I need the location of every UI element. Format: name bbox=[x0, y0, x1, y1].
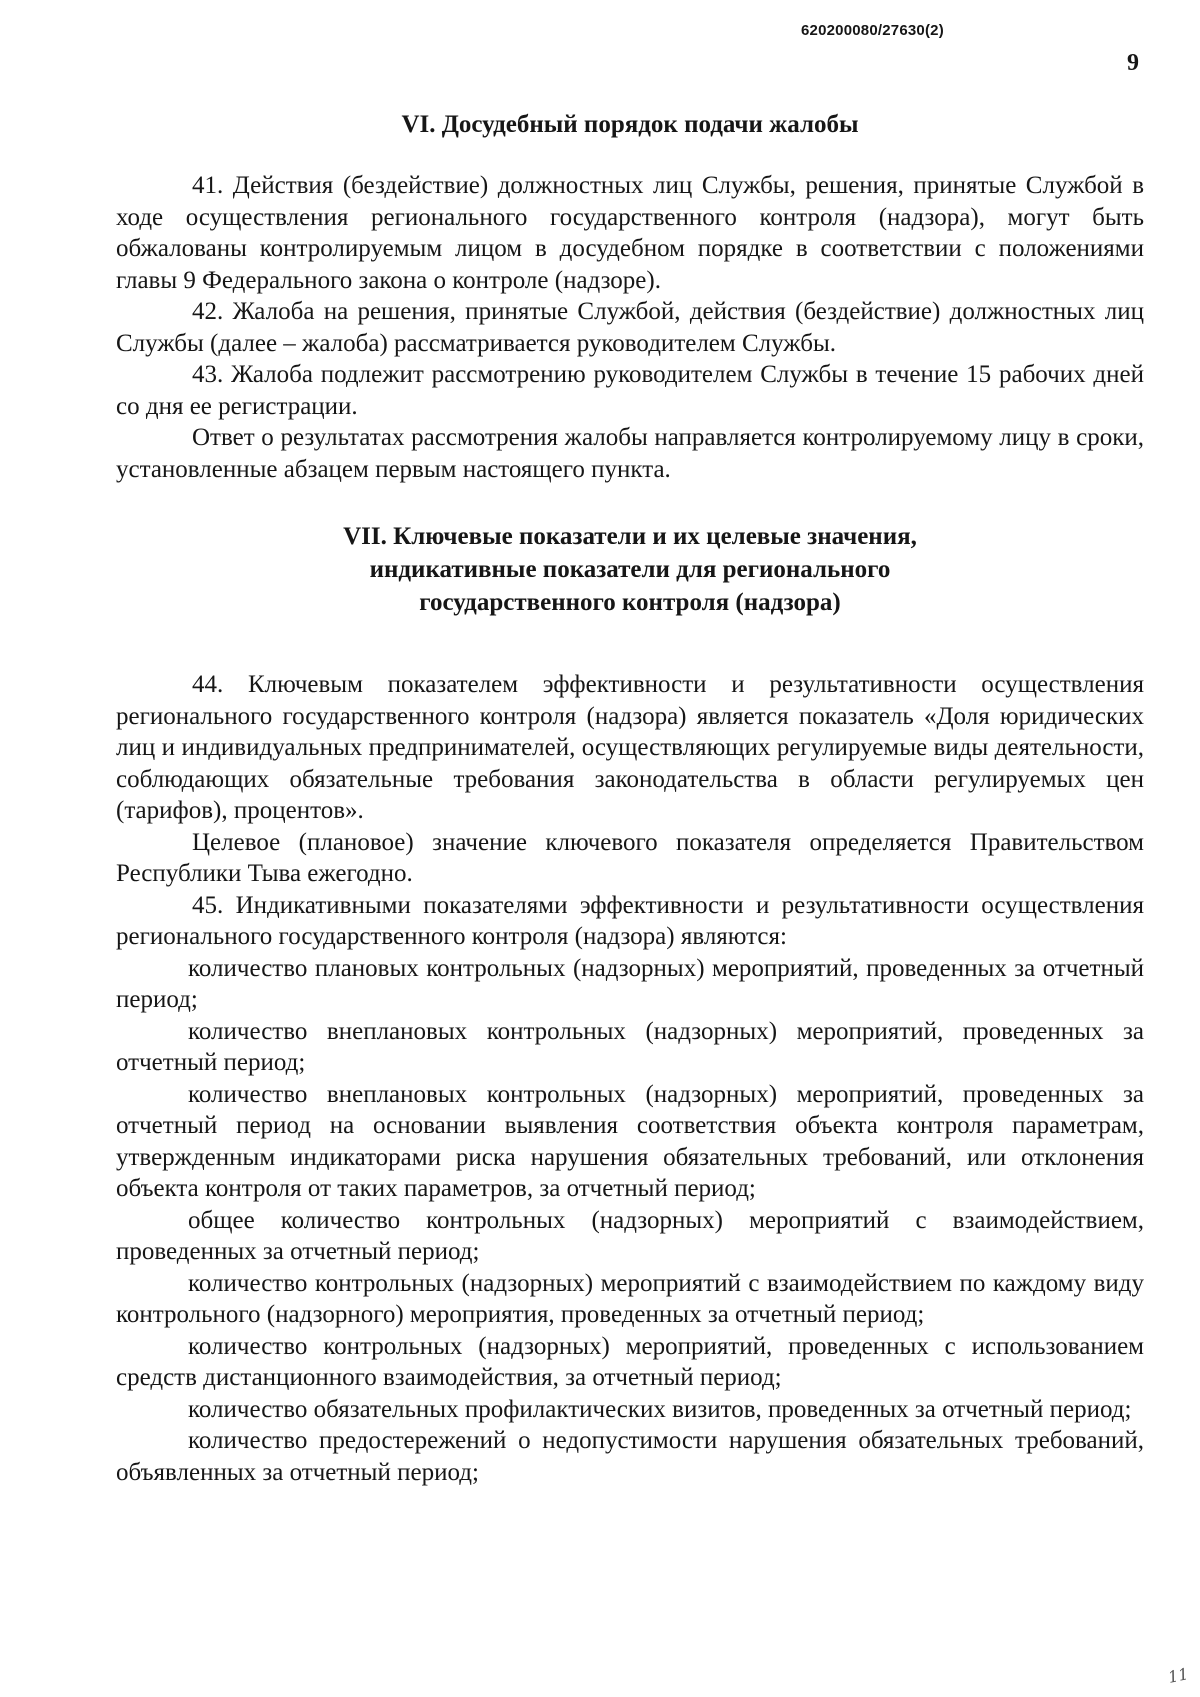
indicator-item: общее количество контрольных (надзорных) мероприятий с взаимодействием, проведенных за отчетный период; bbox=[116, 1206, 1144, 1265]
indicator-item: количество предостережений о недопустимости нарушения обязательных требований, объявленных за отчетный период; bbox=[116, 1427, 1144, 1486]
paragraph-44: 44. Ключевым показателем эффективности и результативности осуществления регионального государственного контроля (надзора) является показатель «Доля юридических лиц и индивидуальных предпринимателей, осуществляющих регулируемые виды деятельности, соблюдающих обязательные требования законодательства в области регулируемых цен (тарифов), процентов». bbox=[116, 671, 1144, 824]
section-6-heading: VI. Досудебный порядок подачи жалобы bbox=[401, 111, 859, 138]
paragraph-43: 43. Жалоба подлежит рассмотрению руководителем Службы в течение 15 рабочих дней со дня ее регистрации. bbox=[116, 361, 1144, 420]
indicator-item: количество контрольных (надзорных) мероприятий с взаимодействием по каждому виду контрольного (надзорного) мероприятия, проведенных за отчетный период; bbox=[116, 1269, 1144, 1328]
paragraph-44-target: Целевое (плановое) значение ключевого показателя определяется Правительством Республики Тыва ежегодно. bbox=[116, 828, 1144, 887]
section-7-heading-line: VII. Ключевые показатели и их целевые значения, bbox=[343, 523, 917, 550]
paragraph-45: 45. Индикативными показателями эффективности и результативности осуществления регионального государственного контроля (надзора) являются: bbox=[116, 891, 1144, 950]
indicator-item: количество внеплановых контрольных (надзорных) мероприятий, проведенных за отчетный период; bbox=[116, 1017, 1144, 1076]
paragraph-41: 41. Действия (бездействие) должностных лиц Службы, решения, принятые Службой в ходе осуществления регионального государственного контроля (надзора), могут быть обжалованы контролируемым лицом в досудебном порядке в соответствии с положениями главы 9 Федерального закона о контроле (надзоре). bbox=[116, 172, 1144, 294]
page-number: 9 bbox=[1127, 50, 1139, 76]
indicator-item: количество обязательных профилактических визитов, проведенных за отчетный период; bbox=[188, 1395, 1132, 1423]
paragraph-43-answer: Ответ о результатах рассмотрения жалобы направляется контролируемому лицу в сроки, установленные абзацем первым настоящего пункта. bbox=[116, 424, 1144, 483]
indicator-item: количество контрольных (надзорных) мероприятий, проведенных с использованием средств дистанционного взаимодействия, за отчетный период; bbox=[116, 1332, 1144, 1391]
document-body bbox=[116, 108, 1144, 1488]
paragraph-42: 42. Жалоба на решения, принятые Службой, действия (бездействие) должностных лиц Службы (далее – жалоба) рассматривается руководителем Службы. bbox=[116, 298, 1144, 357]
indicator-item: количество плановых контрольных (надзорных) мероприятий, проведенных за отчетный период; bbox=[116, 954, 1144, 1013]
indicator-item: количество внеплановых контрольных (надзорных) мероприятий, проведенных за отчетный период на основании выявления соответствия объекта контроля параметрам, утвержденным индикаторами риска нарушения обязательных требований, или отклонения объекта контроля от таких параметров, за отчетный период; bbox=[116, 1080, 1144, 1202]
document-id: 620200080/27630(2) bbox=[801, 22, 944, 39]
handwritten-margin-mark: 11 bbox=[1166, 1664, 1191, 1687]
section-7-heading-line: индикативные показатели для регионального bbox=[369, 556, 891, 583]
indicator-list bbox=[116, 953, 1144, 1489]
section-7-heading bbox=[116, 520, 1144, 619]
section-7-heading-line: государственного контроля (надзора) bbox=[419, 589, 841, 616]
